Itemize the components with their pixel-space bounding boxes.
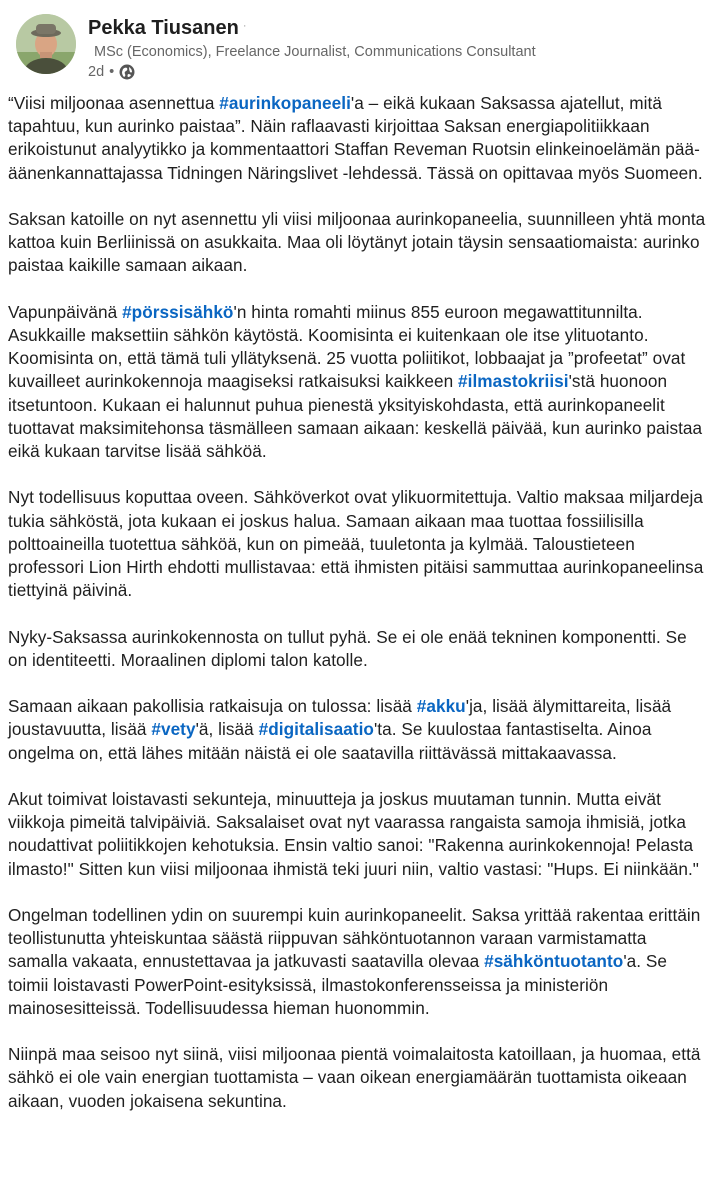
post-paragraph xyxy=(8,788,708,881)
post-paragraph xyxy=(8,626,708,672)
hashtag-link[interactable]: #ilmastokriisi xyxy=(458,371,569,392)
paragraph-text: Saksan katoille on nyt asennettu yli viisi miljoonaa aurinkopaneelia, suunnilleen yhtä monta kattoa kuin Berliinissä on asukkaita. Maa oli löytänyt jotain täysin sensaatiomaista: aurinko paistaa kaikille samaan aikaan. xyxy=(8,209,706,276)
post-paragraph xyxy=(8,695,708,765)
avatar-photo xyxy=(16,14,76,74)
connection-degree: · xyxy=(242,20,247,32)
globe-icon xyxy=(119,64,135,80)
paragraph-text: Nyky-Saksassa aurinkokennosta on tullut pyhä. Se ei ole enää tekninen komponentti. Se on identiteetti. Moraalinen diplomi talon katolle. xyxy=(8,626,687,670)
author-avatar[interactable] xyxy=(16,14,76,74)
paragraph-text: Akut toimivat loistavasti sekunteja, minuutteja ja joskus muutaman tunnin. Mutta eivät viikkoja pimeitä talvipäiviä. Saksalaiset ovat nyt vaarassa rangaista samoja ihmisiä, jotka noudattivat poliitikkojen kehotuksia. Ensin valtio sanoi: "Rakenna aurinkokennoja! Pelasta ilmasto!" Sitten kun viisi miljoonaa ihmistä teki juuri niin, valtio vastasi: "Hups. Ei niinkään." xyxy=(8,789,699,879)
paragraph-text: 'n hinta romahti miinus 855 euroon megawattitunnilta. Asukkaille maksettiin sähkön käytöstä. Koomisinta ei kuitenkaan ole itse ylituotanto. Koomisinta on, että tämä tuli yllätyksenä. 25 vuotta poliitikot, lobbaajat ja ”profeetat” ovat kuvailleet aurinkokennoja maagiseksi ratkaisuksi kaikkeen xyxy=(8,301,686,392)
post-paragraph xyxy=(8,904,708,1020)
post-time[interactable]: 2d xyxy=(88,64,105,80)
paragraph-text: 'ja, lisää älymittareita, lisää joustavuutta, lisää xyxy=(8,696,672,740)
post-paragraph xyxy=(8,1043,708,1113)
paragraph-text: 'a. Se toimii loistavasti PowerPoint-esityksissä, ilmastokonferensseissa ja ministeriön mainosesitteissä. Todellisuudessa hieman huonommin. xyxy=(8,951,668,1018)
hashtag-link[interactable]: #pörssisähkö xyxy=(122,301,234,322)
meta-separator: • xyxy=(109,64,115,80)
post-paragraph xyxy=(8,301,708,463)
paragraph-text: Ongelman todellinen ydin on suurempi kuin aurinkopaneelit. Saksa yrittää rakentaa erittäin teollistunutta yhteiskuntaa säästä riippuvan sähköntuotannon varaan varmistamatta samalla vakaata, ennustettavaa ja jatkuvasti saatavilla olevaa xyxy=(8,905,701,972)
paragraph-text: “Viisi miljoonaa asennettua xyxy=(8,93,220,113)
post-paragraph xyxy=(8,92,708,185)
post-paragraph xyxy=(8,486,708,602)
paragraph-text: Vapunpäivänä xyxy=(8,301,123,322)
paragraph-text: 'ä, lisää xyxy=(195,719,259,740)
hashtag-link[interactable]: #akku xyxy=(416,696,466,717)
author-headline: MSc (Economics), Freelance Journalist, Communications Consultant xyxy=(94,44,536,60)
paragraph-text: 'a – eikä kukaan Saksassa ajatellut, mitä tapahtuu, kun aurinko paistaa”. Näin raflaavasti kirjoittaa Saksan energiapolitiikkaan erikoistunut analyytikko ja kommentaattori Staffan Reveman Ruotsin elinkeinoelämän pää-äänenkannattajassa Tidningen Näringslivet -lehdessä. Tässä on opittavaa myös Suomeen. xyxy=(8,93,703,183)
post-meta xyxy=(88,63,708,81)
paragraph-text: 'stä huonoon itsetuntoon. Kukaan ei halunnut puhua pienestä yksityiskohdasta, että aurinkopaneelit tuottavat maksimitehonsa täsmälleen samaan aikaan: keskellä päivää, kun aurinko paistaa eikä kukaan tarvitse lisää sähköä. xyxy=(8,371,703,462)
hashtag-link[interactable]: #digitalisaatio xyxy=(258,719,374,740)
paragraph-text: 'ta. Se kuulostaa fantastiselta. Ainoa ongelma on, että lähes mitään näistä ei ole saatavilla riittävässä mittakaavassa. xyxy=(8,719,652,763)
hashtag-link[interactable]: #aurinkopaneeli xyxy=(219,93,351,113)
post-header xyxy=(8,0,716,92)
hashtag-link[interactable]: #vety xyxy=(151,719,196,740)
author-name[interactable]: Pekka Tiusanen xyxy=(88,17,239,39)
paragraph-text: Niinpä maa seisoo nyt siinä, viisi miljoonaa pientä voimalaitosta katoillaan, ja huomaa, että sähkö ei ole vain energian tuottamista – vaan oikean energiamäärän tuottamista oikeaan aikaan, vuoden jokaisena sekuntina. xyxy=(8,1044,701,1111)
post-paragraph xyxy=(8,208,708,278)
post-body xyxy=(8,92,708,1136)
paragraph-text: Nyt todellisuus koputtaa oveen. Sähköverkot ovat ylikuormitettuja. Valtio maksaa miljardeja tukia sähköstä, jota kukaan ei joskus halua. Samaan aikaan maa tuottaa fossiilisilla polttoaineilla tuotettua sähköä, kun on pimeää, tuuletonta ja kylmää. Taloustieteen professori Lion Hirth ehdotti mullistavaa: että ihmisten pitäisi sammuttaa aurinkopaneelinsa tiettyinä päivinä. xyxy=(8,487,704,601)
paragraph-text: Samaan aikaan pakollisia ratkaisuja on tulossa: lisää xyxy=(8,696,417,717)
hashtag-link[interactable]: #sähköntuotanto xyxy=(484,951,624,972)
author-info xyxy=(88,16,708,81)
